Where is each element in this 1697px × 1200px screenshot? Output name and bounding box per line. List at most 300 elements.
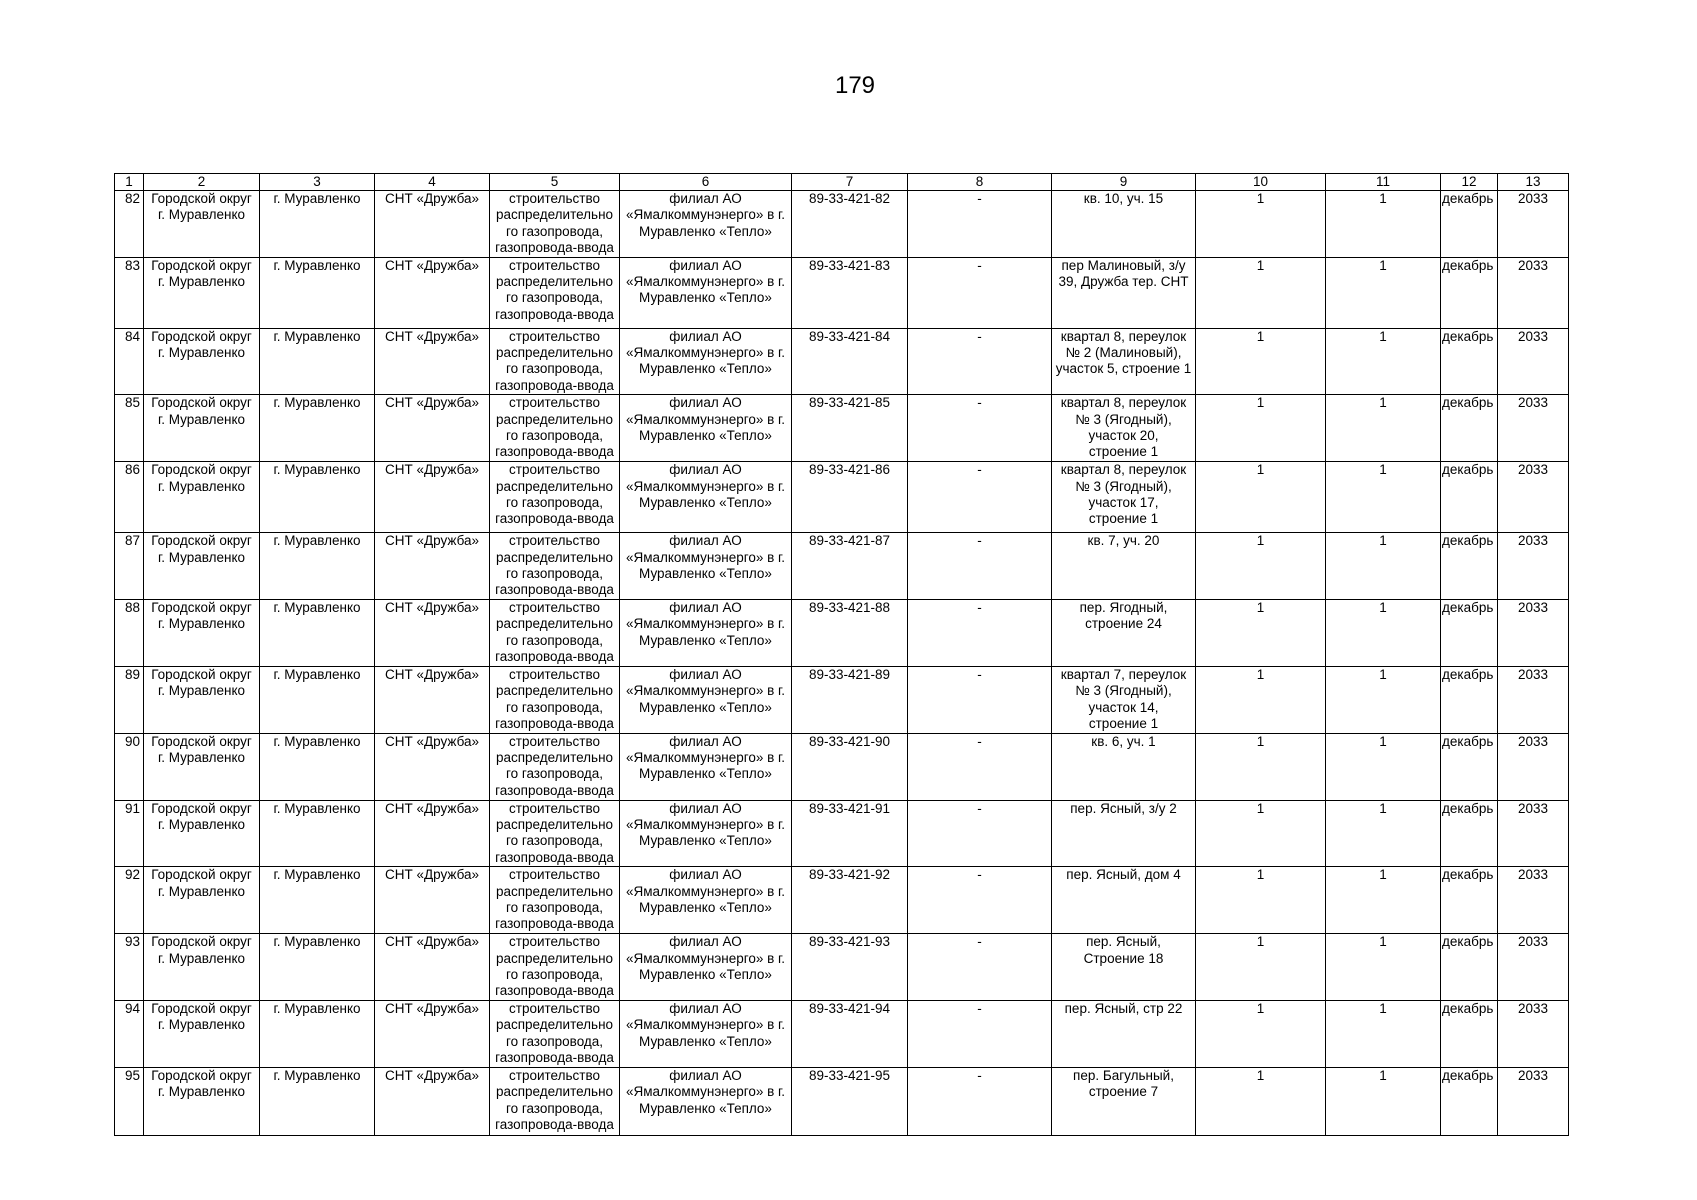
organization-cell	[620, 533, 792, 600]
organization-cell-line: «Ямалкоммунэнерго» в г.	[625, 749, 786, 765]
address-cell	[1052, 257, 1196, 328]
territory-cell: СНТ «Дружба»	[375, 191, 490, 258]
organization-cell-line: филиал АО	[669, 934, 742, 950]
municipality-cell	[144, 462, 260, 533]
column-8-cell: -	[908, 867, 1052, 934]
year-cell: 2033	[1498, 733, 1569, 800]
organization-cell-line: Муравленко «Тепло»	[639, 966, 772, 982]
column-number-11: 11	[1326, 174, 1441, 191]
organization-cell-line: «Ямалкоммунэнерго» в г.	[625, 616, 786, 632]
column-10-cell: 1	[1196, 257, 1326, 328]
organization-cell-line: филиал АО	[669, 1067, 742, 1083]
address-cell-line: 39, Дружба тер. СНТ	[1058, 274, 1189, 290]
work-type-cell-line: строительство	[509, 395, 600, 411]
settlement-cell: г. Муравленко	[260, 1000, 375, 1067]
organization-cell-line: «Ямалкоммунэнерго» в г.	[625, 1084, 786, 1100]
table-row	[115, 328, 1569, 395]
column-11-cell: 1	[1326, 395, 1441, 462]
column-8-cell: -	[908, 533, 1052, 600]
object-code-cell: 89-33-421-95	[792, 1067, 908, 1135]
work-type-cell-line: строительство	[509, 733, 600, 749]
column-8-cell: -	[908, 934, 1052, 1001]
year-cell: 2033	[1498, 533, 1569, 600]
work-type-cell-line: газопровода-ввода	[495, 983, 614, 999]
organization-cell	[620, 867, 792, 934]
organization-cell-line: филиал АО	[669, 733, 742, 749]
column-8-cell: -	[908, 328, 1052, 395]
municipality-cell-line: г. Муравленко	[157, 950, 246, 966]
row-number-cell: 91	[115, 800, 144, 867]
work-type-cell-line: распределительно	[495, 1017, 614, 1033]
address-cell	[1052, 733, 1196, 800]
organization-cell	[620, 395, 792, 462]
column-number-5: 5	[490, 174, 620, 191]
column-number-1: 1	[115, 174, 144, 191]
column-11-cell: 1	[1326, 328, 1441, 395]
month-cell: декабрь	[1441, 599, 1498, 666]
row-number-cell: 90	[115, 733, 144, 800]
territory-cell: СНТ «Дружба»	[375, 1000, 490, 1067]
column-number-10: 10	[1196, 174, 1326, 191]
municipality-cell	[144, 800, 260, 867]
municipality-cell-line: Городской округ	[151, 533, 252, 549]
address-cell-line: № 3 (Ягодный),	[1075, 411, 1172, 427]
address-cell-line: пер Малиновый, з/у	[1061, 257, 1186, 273]
column-8-cell: -	[908, 733, 1052, 800]
territory-cell: СНТ «Дружба»	[375, 599, 490, 666]
column-11-cell: 1	[1326, 800, 1441, 867]
column-number-3: 3	[260, 174, 375, 191]
column-number-7: 7	[792, 174, 908, 191]
work-type-cell-line: газопровода-ввода	[495, 1049, 614, 1065]
organization-cell	[620, 666, 792, 733]
column-number-2: 2	[144, 174, 260, 191]
object-code-cell: 89-33-421-82	[792, 191, 908, 258]
municipality-cell-line: Городской округ	[151, 934, 252, 950]
column-10-cell: 1	[1196, 533, 1326, 600]
column-11-cell: 1	[1326, 733, 1441, 800]
settlement-cell: г. Муравленко	[260, 599, 375, 666]
work-type-cell-line: го газопровода,	[505, 632, 604, 648]
work-type-cell-line: распределительно	[495, 549, 614, 565]
object-code-cell: 89-33-421-93	[792, 934, 908, 1001]
object-code-cell: 89-33-421-87	[792, 533, 908, 600]
settlement-cell: г. Муравленко	[260, 395, 375, 462]
address-cell-line: пер. Ясный, з/у 2	[1070, 800, 1177, 816]
table-body	[115, 191, 1569, 1136]
settlement-cell: г. Муравленко	[260, 1067, 375, 1135]
settlement-cell: г. Муравленко	[260, 257, 375, 328]
work-type-cell-line: газопровода-ввода	[495, 240, 614, 256]
work-type-cell	[490, 599, 620, 666]
column-11-cell: 1	[1326, 599, 1441, 666]
work-type-cell-line: го газопровода,	[505, 699, 604, 715]
table-row	[115, 395, 1569, 462]
organization-cell-line: Муравленко «Тепло»	[639, 632, 772, 648]
work-type-cell-line: го газопровода,	[505, 428, 604, 444]
year-cell: 2033	[1498, 395, 1569, 462]
municipality-cell-line: Городской округ	[151, 462, 252, 478]
territory-cell: СНТ «Дружба»	[375, 462, 490, 533]
organization-cell	[620, 191, 792, 258]
table-row	[115, 1067, 1569, 1135]
organization-cell-line: Муравленко «Тепло»	[639, 833, 772, 849]
table-row	[115, 800, 1569, 867]
object-code-cell: 89-33-421-89	[792, 666, 908, 733]
address-cell	[1052, 191, 1196, 258]
table-row	[115, 934, 1569, 1001]
municipality-cell	[144, 599, 260, 666]
column-10-cell: 1	[1196, 733, 1326, 800]
work-type-cell	[490, 328, 620, 395]
work-type-cell-line: го газопровода,	[505, 833, 604, 849]
address-cell	[1052, 1067, 1196, 1135]
municipality-cell-line: Городской округ	[151, 1000, 252, 1016]
work-type-cell-line: распределительно	[495, 616, 614, 632]
municipality-cell-line: Городской округ	[151, 191, 252, 206]
address-cell-line: участок 14,	[1088, 699, 1159, 715]
organization-cell-line: филиал АО	[669, 462, 742, 478]
organization-cell-line: «Ямалкоммунэнерго» в г.	[625, 478, 786, 494]
municipality-cell-line: г. Муравленко	[157, 1017, 246, 1033]
municipality-cell-line: г. Муравленко	[157, 616, 246, 632]
organization-cell-line: «Ямалкоммунэнерго» в г.	[625, 345, 786, 361]
table-row	[115, 1000, 1569, 1067]
table-row	[115, 666, 1569, 733]
address-cell-line: строение 24	[1085, 616, 1162, 632]
work-type-cell-line: строительство	[509, 533, 600, 549]
row-number-cell: 93	[115, 934, 144, 1001]
row-number-cell: 95	[115, 1067, 144, 1135]
organization-cell-line: филиал АО	[669, 191, 742, 206]
work-type-cell	[490, 666, 620, 733]
work-type-cell-line: го газопровода,	[505, 361, 604, 377]
work-type-cell-line: строительство	[509, 934, 600, 950]
municipality-cell-line: г. Муравленко	[157, 207, 246, 223]
address-cell-line: участок 20,	[1088, 428, 1159, 444]
settlement-cell: г. Муравленко	[260, 934, 375, 1001]
municipality-cell	[144, 934, 260, 1001]
work-type-cell-line: строительство	[509, 462, 600, 478]
work-type-cell-line: го газопровода,	[505, 566, 604, 582]
territory-cell: СНТ «Дружба»	[375, 666, 490, 733]
row-number-cell: 87	[115, 533, 144, 600]
column-8-cell: -	[908, 395, 1052, 462]
column-11-cell: 1	[1326, 191, 1441, 258]
work-type-cell-line: распределительно	[495, 207, 614, 223]
column-10-cell: 1	[1196, 1000, 1326, 1067]
work-type-cell-line: газопровода-ввода	[495, 444, 614, 460]
work-type-cell-line: газопровода-ввода	[495, 849, 614, 865]
work-type-cell	[490, 533, 620, 600]
municipality-cell-line: г. Муравленко	[157, 411, 246, 427]
work-type-cell-line: го газопровода,	[505, 495, 604, 511]
column-10-cell: 1	[1196, 934, 1326, 1001]
column-10-cell: 1	[1196, 328, 1326, 395]
address-cell-line: строение 1	[1088, 444, 1159, 460]
object-code-cell: 89-33-421-94	[792, 1000, 908, 1067]
work-type-cell-line: го газопровода,	[505, 766, 604, 782]
organization-cell	[620, 800, 792, 867]
address-cell-line: строение 1	[1088, 511, 1159, 527]
object-code-cell: 89-33-421-91	[792, 800, 908, 867]
municipality-cell	[144, 257, 260, 328]
organization-cell-line: Муравленко «Тепло»	[639, 361, 772, 377]
row-number-cell: 82	[115, 191, 144, 258]
year-cell: 2033	[1498, 1067, 1569, 1135]
organization-cell-line: Муравленко «Тепло»	[639, 766, 772, 782]
column-8-cell: -	[908, 599, 1052, 666]
municipality-cell-line: Городской округ	[151, 666, 252, 682]
work-type-cell-line: распределительно	[495, 950, 614, 966]
address-cell-line: пер. Ясный, дом 4	[1066, 867, 1181, 883]
work-type-cell	[490, 867, 620, 934]
municipality-cell	[144, 867, 260, 934]
table-row	[115, 462, 1569, 533]
address-cell	[1052, 867, 1196, 934]
address-cell	[1052, 1000, 1196, 1067]
work-type-cell-line: го газопровода,	[505, 290, 604, 306]
organization-cell-line: филиал АО	[669, 395, 742, 411]
year-cell: 2033	[1498, 462, 1569, 533]
organization-cell-line: Муравленко «Тепло»	[639, 428, 772, 444]
organization-cell	[620, 462, 792, 533]
address-cell-line: кв. 10, уч. 15	[1083, 191, 1164, 206]
month-cell: декабрь	[1441, 533, 1498, 600]
table-row	[115, 733, 1569, 800]
table-row	[115, 533, 1569, 600]
work-type-cell-line: распределительно	[495, 683, 614, 699]
settlement-cell: г. Муравленко	[260, 328, 375, 395]
organization-cell-line: филиал АО	[669, 599, 742, 615]
organization-cell-line: филиал АО	[669, 666, 742, 682]
work-type-cell-line: го газопровода,	[505, 966, 604, 982]
address-cell-line: квартал 7, переулок	[1060, 666, 1187, 682]
address-cell	[1052, 666, 1196, 733]
address-cell-line: квартал 8, переулок	[1060, 328, 1187, 344]
organization-cell-line: «Ямалкоммунэнерго» в г.	[625, 274, 786, 290]
organization-cell-line: «Ямалкоммунэнерго» в г.	[625, 950, 786, 966]
work-type-cell-line: строительство	[509, 1000, 600, 1016]
object-code-cell: 89-33-421-83	[792, 257, 908, 328]
column-10-cell: 1	[1196, 1067, 1326, 1135]
column-11-cell: 1	[1326, 257, 1441, 328]
work-type-cell-line: газопровода-ввода	[495, 916, 614, 932]
work-type-cell-line: строительство	[509, 328, 600, 344]
work-type-cell	[490, 733, 620, 800]
organization-cell-line: «Ямалкоммунэнерго» в г.	[625, 549, 786, 565]
municipality-cell-line: г. Муравленко	[157, 274, 246, 290]
organization-cell	[620, 934, 792, 1001]
organization-cell-line: Муравленко «Тепло»	[639, 699, 772, 715]
municipality-cell-line: г. Муравленко	[157, 749, 246, 765]
column-10-cell: 1	[1196, 867, 1326, 934]
territory-cell: СНТ «Дружба»	[375, 328, 490, 395]
municipality-cell-line: Городской округ	[151, 257, 252, 273]
address-cell-line: № 3 (Ягодный),	[1075, 478, 1172, 494]
organization-cell-line: Муравленко «Тепло»	[639, 223, 772, 239]
address-cell-line: участок 5, строение 1	[1055, 361, 1192, 377]
work-type-cell-line: строительство	[509, 599, 600, 615]
month-cell: декабрь	[1441, 1000, 1498, 1067]
address-cell-line: пер. Багульный,	[1073, 1067, 1174, 1083]
year-cell: 2033	[1498, 191, 1569, 258]
municipality-cell	[144, 191, 260, 258]
municipality-cell-line: Городской округ	[151, 867, 252, 883]
object-code-cell: 89-33-421-86	[792, 462, 908, 533]
territory-cell: СНТ «Дружба»	[375, 1067, 490, 1135]
organization-cell	[620, 328, 792, 395]
month-cell: декабрь	[1441, 462, 1498, 533]
object-code-cell: 89-33-421-90	[792, 733, 908, 800]
address-cell-line: пер. Ясный,	[1086, 934, 1161, 950]
column-10-cell: 1	[1196, 599, 1326, 666]
address-cell-line: пер. Ясный, стр 22	[1064, 1000, 1183, 1016]
row-number-cell: 85	[115, 395, 144, 462]
settlement-cell: г. Муравленко	[260, 462, 375, 533]
year-cell: 2033	[1498, 867, 1569, 934]
column-8-cell: -	[908, 1000, 1052, 1067]
address-cell	[1052, 800, 1196, 867]
work-type-cell-line: го газопровода,	[505, 223, 604, 239]
month-cell: декабрь	[1441, 191, 1498, 258]
municipality-cell-line: Городской округ	[151, 1067, 252, 1083]
row-number-cell: 94	[115, 1000, 144, 1067]
month-cell: декабрь	[1441, 733, 1498, 800]
address-cell-line: квартал 8, переулок	[1060, 395, 1187, 411]
municipality-cell	[144, 666, 260, 733]
organization-cell-line: Муравленко «Тепло»	[639, 1100, 772, 1116]
column-11-cell: 1	[1326, 666, 1441, 733]
column-number-13: 13	[1498, 174, 1569, 191]
year-cell: 2033	[1498, 800, 1569, 867]
work-type-cell-line: газопровода-ввода	[495, 649, 614, 665]
column-8-cell: -	[908, 462, 1052, 533]
municipality-cell-line: г. Муравленко	[157, 345, 246, 361]
month-cell: декабрь	[1441, 395, 1498, 462]
municipality-cell-line: г. Муравленко	[157, 683, 246, 699]
row-number-cell: 92	[115, 867, 144, 934]
settlement-cell: г. Муравленко	[260, 733, 375, 800]
organization-cell-line: филиал АО	[669, 328, 742, 344]
organization-cell-line: филиал АО	[669, 867, 742, 883]
work-type-cell-line: го газопровода,	[505, 1100, 604, 1116]
row-number-cell: 88	[115, 599, 144, 666]
work-type-cell	[490, 462, 620, 533]
organization-cell-line: Муравленко «Тепло»	[639, 290, 772, 306]
work-type-cell-line: газопровода-ввода	[495, 1116, 614, 1132]
column-8-cell: -	[908, 666, 1052, 733]
work-type-cell-line: распределительно	[495, 816, 614, 832]
table-header	[115, 174, 1569, 191]
column-10-cell: 1	[1196, 395, 1326, 462]
organization-cell-line: Муравленко «Тепло»	[639, 566, 772, 582]
settlement-cell: г. Муравленко	[260, 191, 375, 258]
address-cell-line: участок 17,	[1088, 495, 1159, 511]
work-type-cell-line: распределительно	[495, 411, 614, 427]
territory-cell: СНТ «Дружба»	[375, 733, 490, 800]
work-type-cell-line: распределительно	[495, 478, 614, 494]
work-type-cell-line: газопровода-ввода	[495, 306, 614, 322]
column-8-cell: -	[908, 191, 1052, 258]
municipality-cell-line: Городской округ	[151, 733, 252, 749]
object-code-cell: 89-33-421-84	[792, 328, 908, 395]
month-cell: декабрь	[1441, 800, 1498, 867]
municipality-cell-line: г. Муравленко	[157, 816, 246, 832]
work-type-cell-line: строительство	[509, 666, 600, 682]
work-type-cell-line: распределительно	[495, 1084, 614, 1100]
row-number-cell: 89	[115, 666, 144, 733]
organization-cell-line: филиал АО	[669, 533, 742, 549]
work-type-cell-line: строительство	[509, 1067, 600, 1083]
month-cell: декабрь	[1441, 257, 1498, 328]
municipality-cell	[144, 1067, 260, 1135]
object-code-cell: 89-33-421-88	[792, 599, 908, 666]
organization-cell	[620, 1000, 792, 1067]
municipality-cell	[144, 733, 260, 800]
table-row	[115, 599, 1569, 666]
column-11-cell: 1	[1326, 934, 1441, 1001]
territory-cell: СНТ «Дружба»	[375, 934, 490, 1001]
territory-cell: СНТ «Дружба»	[375, 800, 490, 867]
settlement-cell: г. Муравленко	[260, 666, 375, 733]
column-8-cell: -	[908, 257, 1052, 328]
work-type-cell-line: газопровода-ввода	[495, 511, 614, 527]
municipality-cell	[144, 395, 260, 462]
table-row	[115, 191, 1569, 258]
work-type-cell-line: газопровода-ввода	[495, 716, 614, 732]
address-cell	[1052, 599, 1196, 666]
organization-cell	[620, 733, 792, 800]
address-cell-line: квартал 8, переулок	[1060, 462, 1187, 478]
organization-cell-line: «Ямалкоммунэнерго» в г.	[625, 683, 786, 699]
municipality-cell	[144, 328, 260, 395]
organization-cell	[620, 1067, 792, 1135]
municipality-cell-line: Городской округ	[151, 395, 252, 411]
column-11-cell: 1	[1326, 462, 1441, 533]
column-11-cell: 1	[1326, 533, 1441, 600]
organization-cell-line: филиал АО	[669, 1000, 742, 1016]
row-number-cell: 86	[115, 462, 144, 533]
territory-cell: СНТ «Дружба»	[375, 395, 490, 462]
month-cell: декабрь	[1441, 666, 1498, 733]
work-type-cell-line: строительство	[509, 867, 600, 883]
municipality-cell	[144, 533, 260, 600]
organization-cell	[620, 257, 792, 328]
work-type-cell-line: распределительно	[495, 749, 614, 765]
territory-cell: СНТ «Дружба»	[375, 533, 490, 600]
work-type-cell	[490, 395, 620, 462]
address-cell-line: Строение 18	[1083, 950, 1164, 966]
work-type-cell-line: го газопровода,	[505, 1033, 604, 1049]
territory-cell: СНТ «Дружба»	[375, 867, 490, 934]
row-number-cell: 84	[115, 328, 144, 395]
municipality-cell-line: Городской округ	[151, 800, 252, 816]
organization-cell-line: филиал АО	[669, 800, 742, 816]
address-cell	[1052, 934, 1196, 1001]
column-11-cell: 1	[1326, 1067, 1441, 1135]
work-type-cell	[490, 191, 620, 258]
row-number-cell: 83	[115, 257, 144, 328]
work-type-cell-line: распределительно	[495, 345, 614, 361]
address-cell	[1052, 328, 1196, 395]
column-8-cell: -	[908, 1067, 1052, 1135]
municipality-cell-line: г. Муравленко	[157, 1084, 246, 1100]
work-type-cell	[490, 800, 620, 867]
year-cell: 2033	[1498, 1000, 1569, 1067]
column-11-cell: 1	[1326, 867, 1441, 934]
organization-cell	[620, 599, 792, 666]
